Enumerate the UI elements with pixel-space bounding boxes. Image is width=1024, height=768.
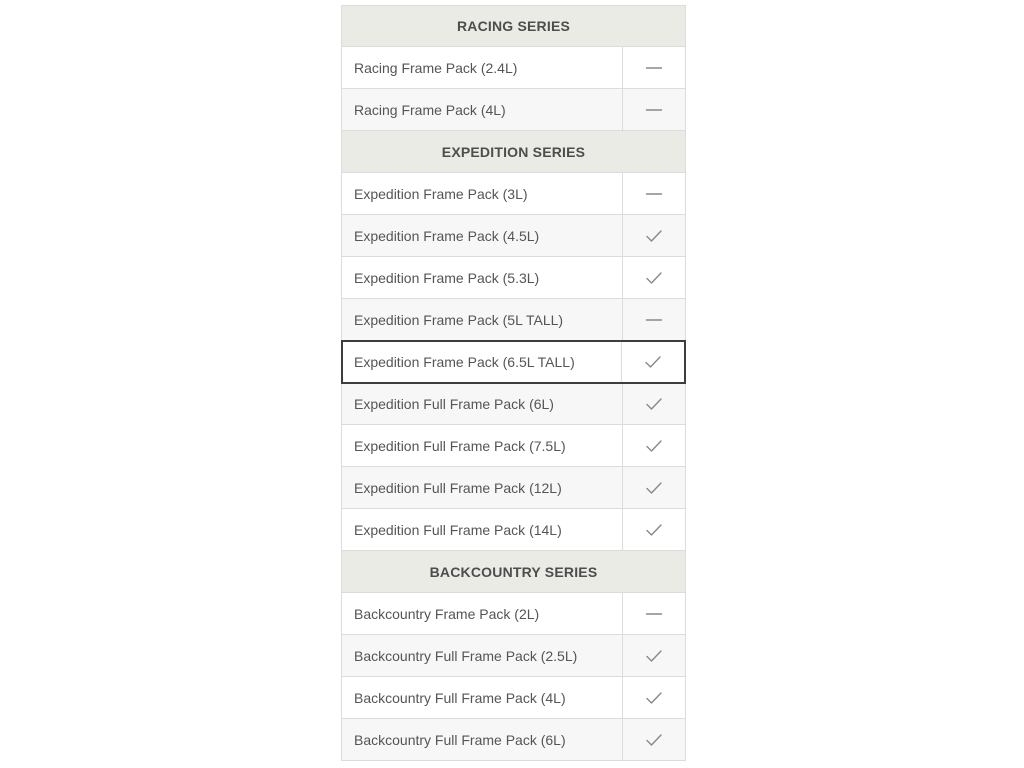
- check-icon: [623, 677, 685, 718]
- product-name: Racing Frame Pack (4L): [342, 89, 623, 130]
- product-name: Expedition Frame Pack (6.5L TALL): [343, 342, 622, 382]
- check-icon: [623, 257, 685, 298]
- product-name: Racing Frame Pack (2.4L): [342, 47, 623, 88]
- product-name: Backcountry Full Frame Pack (2.5L): [342, 635, 623, 676]
- check-icon: [623, 383, 685, 424]
- check-icon: [622, 342, 684, 382]
- product-name: Expedition Frame Pack (3L): [342, 173, 623, 214]
- dash-icon: [623, 173, 685, 214]
- dash-icon: [623, 47, 685, 88]
- table-row[interactable]: [341, 467, 686, 509]
- section-header-expedition-series: EXPEDITION SERIES: [341, 131, 686, 173]
- table-row[interactable]: [341, 677, 686, 719]
- table-row[interactable]: [341, 593, 686, 635]
- compatibility-table: [341, 5, 686, 761]
- table-row[interactable]: [341, 89, 686, 131]
- product-name: Expedition Frame Pack (5L TALL): [342, 299, 623, 340]
- table-row[interactable]: [341, 383, 686, 425]
- product-name: Backcountry Full Frame Pack (4L): [342, 677, 623, 718]
- table-row[interactable]: [341, 215, 686, 257]
- product-name: Backcountry Full Frame Pack (6L): [342, 719, 623, 760]
- check-icon: [623, 215, 685, 256]
- dash-icon: [623, 299, 685, 340]
- table-row[interactable]: [341, 257, 686, 299]
- table-row[interactable]: [341, 340, 686, 384]
- section-header-racing-series: RACING SERIES: [341, 5, 686, 47]
- table-row[interactable]: [341, 425, 686, 467]
- product-name: Expedition Full Frame Pack (6L): [342, 383, 623, 424]
- dash-icon: [623, 593, 685, 634]
- check-icon: [623, 719, 685, 760]
- product-name: Backcountry Frame Pack (2L): [342, 593, 623, 634]
- table-row[interactable]: [341, 47, 686, 89]
- table-row[interactable]: [341, 635, 686, 677]
- check-icon: [623, 635, 685, 676]
- table-row[interactable]: [341, 299, 686, 341]
- check-icon: [623, 467, 685, 508]
- section-header-backcountry-series: BACKCOUNTRY SERIES: [341, 551, 686, 593]
- table-row[interactable]: [341, 173, 686, 215]
- check-icon: [623, 425, 685, 466]
- product-name: Expedition Frame Pack (4.5L): [342, 215, 623, 256]
- product-name: Expedition Full Frame Pack (7.5L): [342, 425, 623, 466]
- check-icon: [623, 509, 685, 550]
- dash-icon: [623, 89, 685, 130]
- product-name: Expedition Full Frame Pack (12L): [342, 467, 623, 508]
- product-name: Expedition Full Frame Pack (14L): [342, 509, 623, 550]
- table-row[interactable]: [341, 509, 686, 551]
- product-name: Expedition Frame Pack (5.3L): [342, 257, 623, 298]
- table-row[interactable]: [341, 719, 686, 761]
